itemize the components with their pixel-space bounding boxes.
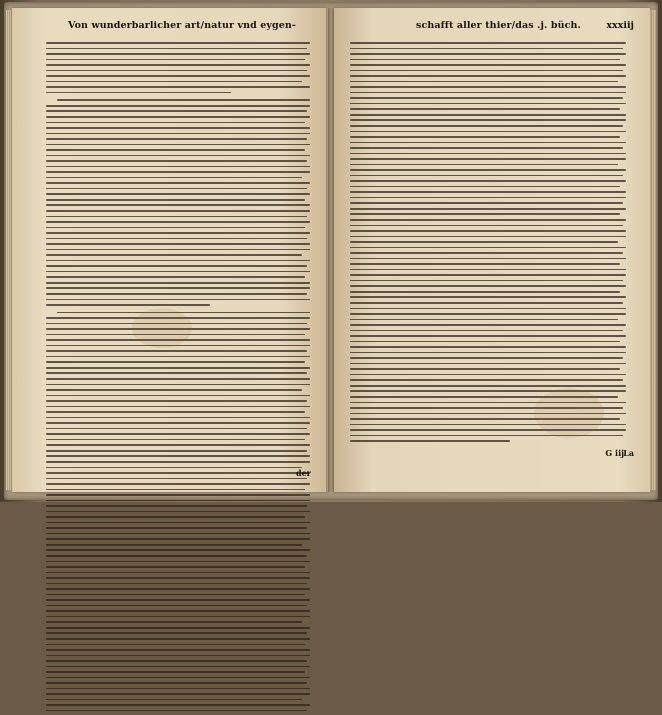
left-running-head: Von wunderbarlicher art/natur vnd eygen- xyxy=(68,20,296,31)
right-catchword: La xyxy=(623,448,634,458)
left-catchword: der xyxy=(296,468,311,478)
left-text-block xyxy=(46,42,310,715)
right-text-block xyxy=(350,42,626,448)
signature-mark: G iij xyxy=(605,448,624,458)
folio-number: xxxiij xyxy=(606,20,634,31)
page-stain xyxy=(534,388,604,438)
right-page xyxy=(334,8,650,492)
right-page-edges xyxy=(650,10,656,490)
left-page xyxy=(12,8,328,492)
page-stain xyxy=(132,308,192,348)
right-running-head: schafft aller thier/das .j. büch. xyxy=(416,20,581,31)
